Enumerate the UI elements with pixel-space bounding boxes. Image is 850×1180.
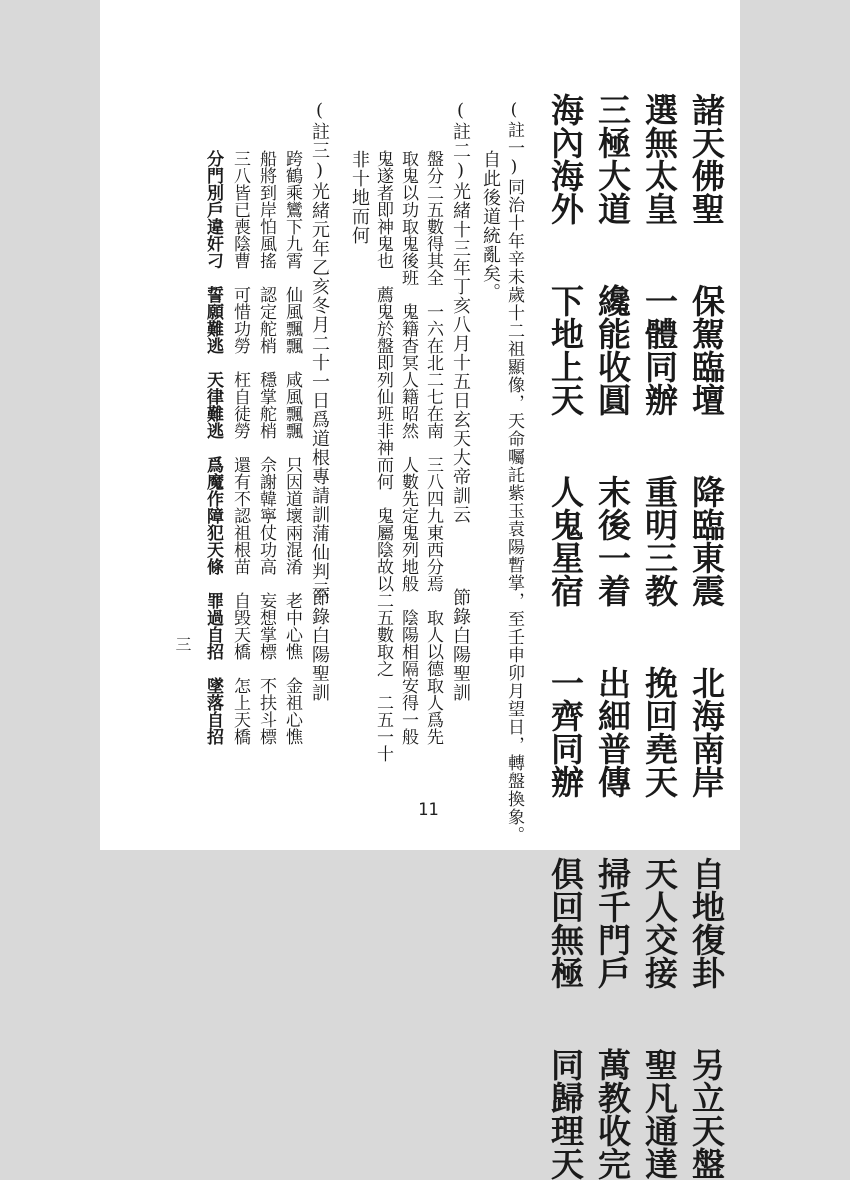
verse-phrase: 出細普傳 bbox=[593, 666, 632, 798]
verse-phrase: 北海南岸 bbox=[687, 666, 726, 798]
note3-line2 bbox=[257, 150, 274, 745]
page-number: 11 bbox=[418, 800, 439, 820]
note2-line3 bbox=[374, 150, 391, 762]
note2-header: (註二)光緒十三年丁亥八月十五日玄天大帝訓云 bbox=[450, 100, 471, 524]
verse-phrase: 一體同辦 bbox=[640, 284, 679, 416]
note3-line1 bbox=[283, 150, 300, 745]
note3-text: 跨鶴乘鸞下九霄 仙風飄飄 咸風飄飄 只因道壞兩混淆 老中心憔 金祖心憔 bbox=[282, 150, 302, 745]
verse-column-2 bbox=[640, 93, 679, 1180]
verse-column-1 bbox=[687, 93, 726, 1180]
note2-source: 節錄白陽聖訓 bbox=[450, 588, 471, 702]
note3-line4 bbox=[204, 150, 221, 745]
verse-phrase: 自地復卦 bbox=[687, 857, 726, 989]
note2-source-column bbox=[451, 588, 469, 702]
document-page bbox=[100, 0, 740, 1180]
verse-column-4 bbox=[546, 93, 585, 1180]
verse-phrase: 纔能收圓 bbox=[593, 284, 632, 416]
verse-phrase: 掃千門戶 bbox=[593, 857, 632, 989]
verse-phrase: 選無太皇 bbox=[640, 93, 679, 225]
note3-header: (註三)光緒元年乙亥冬月二十一日爲道根專請訓蒲仙判云 bbox=[309, 100, 330, 600]
verse-column-3 bbox=[593, 93, 632, 1180]
verse-phrase: 保駕臨壇 bbox=[687, 284, 726, 416]
verse-phrase: 海內海外 bbox=[546, 93, 585, 225]
note2-text: 非十地而何 bbox=[349, 150, 370, 245]
verse-phrase: 萬教收完 bbox=[593, 1048, 632, 1180]
note2-text: 盤分二五數得其全 一六在北二七在南 三八四九東西分焉 取人以德取人爲先 bbox=[423, 150, 443, 745]
verse-phrase: 俱回無極 bbox=[546, 857, 585, 989]
note3-source-column bbox=[310, 588, 328, 702]
verse-phrase: 人鬼星宿 bbox=[546, 475, 585, 607]
verse-phrase: 天人交接 bbox=[640, 857, 679, 989]
note2-line4 bbox=[350, 150, 368, 245]
note1-continuation: 自此後道統亂矣。 bbox=[480, 150, 501, 302]
verse-phrase: 諸天佛聖 bbox=[687, 93, 726, 225]
note3-header-column bbox=[310, 100, 328, 600]
verse-phrase: 挽回堯天 bbox=[640, 666, 679, 798]
note2-text: 鬼遂者即神鬼也 薦鬼於盤即列仙班非神而何 鬼屬陰故以二五數取之 二五一十 bbox=[373, 150, 393, 762]
note1-line1 bbox=[505, 100, 522, 844]
note2-header-column bbox=[451, 100, 469, 524]
verse-phrase: 一齊同辦 bbox=[546, 666, 585, 798]
note2-line1 bbox=[424, 150, 441, 745]
side-page-mark: 三 bbox=[173, 636, 192, 652]
verse-phrase: 三極大道 bbox=[593, 93, 632, 225]
note3-text: 船將到岸怕風搖 認定舵梢 穩掌舵梢 佘謝韓寧仗功高 妄想掌標 不扶斗標 bbox=[256, 150, 276, 745]
note1-text: (註一)同治十年辛未歲十二祖顯像，天命囑託紫玉袁陽暫掌，至壬申卯月望日，轉盤換象。 bbox=[504, 100, 524, 844]
verse-phrase: 重明三教 bbox=[640, 475, 679, 607]
verse-phrase: 同歸理天 bbox=[546, 1048, 585, 1180]
verse-phrase: 降臨東震 bbox=[687, 475, 726, 607]
note3-text: 分門別戶違奸刁 誓願難逃 天律難逃 爲魔作障犯天條 罪過自招 墜落自招 bbox=[203, 150, 223, 745]
verse-phrase: 另立天盤 bbox=[687, 1048, 726, 1180]
note3-text: 三八皆已喪陰曹 可惜功勞 枉自徒勞 還有不認祖根苗 自毁天橋 怎上天橋 bbox=[230, 150, 250, 745]
verse-phrase: 下地上天 bbox=[546, 284, 585, 416]
note2-line2 bbox=[399, 150, 416, 745]
note3-source: 節錄白陽聖訓 bbox=[309, 588, 330, 702]
verse-phrase: 末後一着 bbox=[593, 475, 632, 607]
verse-phrase: 聖凡通達 bbox=[640, 1048, 679, 1180]
note2-text: 取鬼以功取鬼後班 鬼籍杳冥人籍昭然 人數先定鬼列地般 陰陽相隔安得一般 bbox=[398, 150, 418, 745]
note3-line3 bbox=[231, 150, 248, 745]
note1-line2 bbox=[481, 150, 499, 302]
